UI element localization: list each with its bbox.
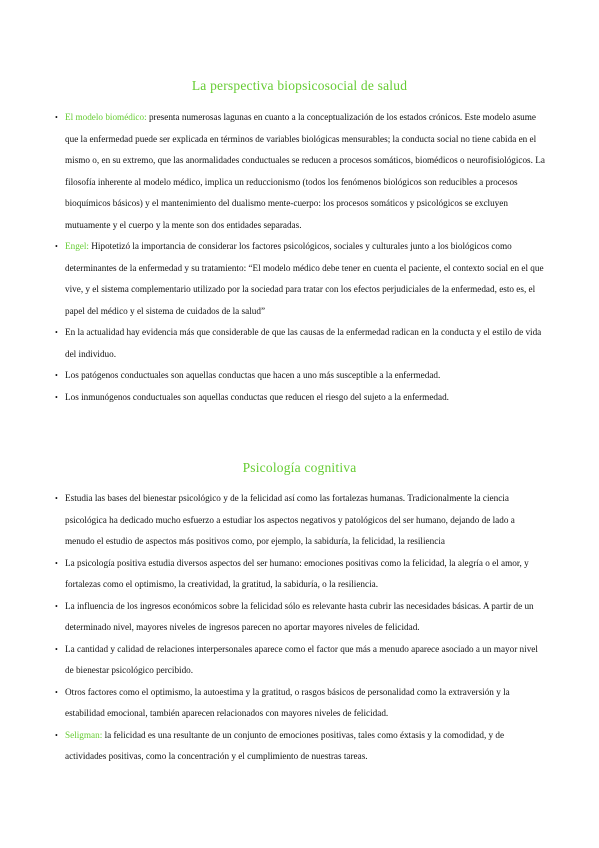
bullet-icon: • [55, 371, 58, 380]
bullet-icon: • [55, 242, 58, 251]
list-item-text: Los inmunógenos conductuales son aquellas conductas que reducen el riesgo del sujeto a la enfermedad. [65, 391, 449, 402]
highlighted-term: Engel: [65, 241, 89, 251]
list-item-text: En la actualidad hay evidencia más que considerable de que las causas de la enfermedad radican en la conducta y el estilo de vida del individuo. [65, 327, 542, 359]
list-item [55, 682, 545, 725]
list-item [55, 596, 545, 639]
bullet-icon: • [55, 601, 58, 611]
list-item-text: La influencia de los ingresos económicos sobre la felicidad sólo es relevante hasta cubrir las necesidades básicas. A partir de un determinado nivel, mayores niveles de ingresos parecen no aportar mayores niveles de felicidad. [65, 600, 534, 632]
list-item [55, 236, 545, 322]
list-item-text: la felicidad es una resultante de un conjunto de emociones positivas, tales como éxtasis y la comodidad, y de actividades positivas, como la concentración y el cumplimiento de nuestras tareas. [65, 729, 505, 761]
section-title-biopsicosocial: La perspectiva biopsicosocial de salud [191, 78, 408, 93]
bullet-icon: • [55, 328, 58, 337]
list-item-text: presenta numerosas lagunas en cuanto a la conceptualización de los estados crónicos. Este modelo asume que la enfermedad puede ser explicada en términos de variables biológicas mensurables; la conducta social no tiene cabida en el mismo o, en su extremo, que las anormalidades conductuales se reducen a procesos somáticos, biomédicos o neurofisiológicos. La filosofía inherente al modelo médico, implica un reduccionismo (todos los fenómenos biológicos son reducibles a procesos bioquímicos básicos) y el mantenimiento del dualismo mente-cuerpo: los procesos somáticos y psicológicos se excluyen mutuamente y el cuerpo y la mente son dos entidades separadas. [65, 112, 545, 230]
list-item-text: Estudia las bases del bienestar psicológico y de la felicidad así como las fortalezas humanas. Tradicionalmente la ciencia psicológica ha dedicado mucho esfuerzo a estudiar los aspectos negativos y patológicos del ser humano, dejando de lado a menudo el estudio de aspectos más positivos como, por ejemplo, la sabiduría, la felicidad, la resiliencia [65, 493, 515, 546]
list-item-text: La cantidad y calidad de relaciones interpersonales aparece como el factor que más a menudo aparece asociado a un mayor nivel de bienestar psicológico percibido. [65, 643, 538, 675]
list-item [55, 322, 545, 365]
highlighted-term: Seligman: [65, 729, 103, 740]
bullet-icon: • [55, 558, 58, 568]
bullet-icon: • [55, 687, 58, 697]
bullet-list-biopsicosocial [55, 107, 545, 408]
bullet-list-psicologia-cognitiva [55, 488, 545, 768]
list-item-text: La psicología positiva estudia diversos aspectos del ser humano: emociones positivas como la felicidad, la alegría o el amor, y fortalezas como el optimismo, la creatividad, la gratitud, la sabiduría, o la resiliencia. [65, 557, 529, 589]
list-item-text: Los patógenos conductuales son aquellas conductas que hacen a uno más susceptible a la enfermedad. [65, 370, 441, 380]
list-item [55, 639, 545, 682]
list-item-text: Hipotetizó la importancia de considerar los factores psicológicos, sociales y culturales junto a los biológicos como determinantes de la enfermedad y su tratamiento: “El modelo médico debe tener en cuenta el paciente, el contexto social en el que vive, y el sistema complementario utilizado por la sociedad para tratar con los efectos perjudiciales de la enfermedad, esto es, el papel del médico y el sistema de cuidados de la salud” [65, 241, 544, 316]
bullet-icon: • [55, 730, 58, 740]
bullet-icon: • [55, 644, 58, 654]
list-item [55, 725, 545, 768]
bullet-icon: • [55, 392, 58, 402]
bullet-icon: • [55, 494, 58, 503]
highlighted-term: El modelo biomédico: [65, 112, 147, 122]
list-item [55, 488, 545, 553]
bullet-icon: • [55, 113, 58, 122]
list-item-text: Otros factores como el optimismo, la autoestima y la gratitud, o rasgos básicos de personalidad como la extraversión y la estabilidad emocional, también aparecen relacionados con mayores niveles de felicidad. [65, 686, 510, 718]
list-item [55, 365, 545, 387]
section-title-psicologia-cognitiva: Psicología cognitiva [242, 460, 357, 475]
list-item [55, 107, 545, 236]
list-item [55, 553, 545, 596]
list-item [55, 387, 545, 409]
